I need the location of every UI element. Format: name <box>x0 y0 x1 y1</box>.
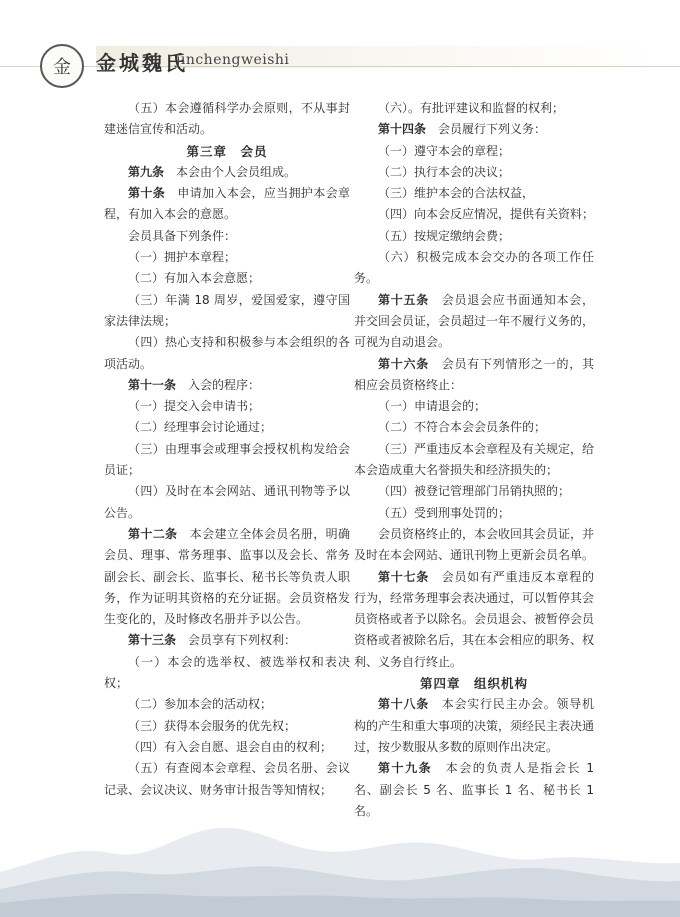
article-paragraph <box>354 567 594 673</box>
article-number: 第十九条 <box>378 761 433 776</box>
paragraph-text: （五）有查阅本会章程、会员名册、会议记录、会议决议、财务审计报告等知情权； <box>104 761 350 797</box>
text-paragraph <box>354 204 594 225</box>
text-paragraph <box>354 141 594 162</box>
text-paragraph <box>354 183 594 204</box>
text-paragraph <box>104 247 350 268</box>
article-number: 第十五条 <box>378 292 429 307</box>
logo-seal-icon <box>40 44 84 88</box>
paragraph-text: 会员具备下列条件： <box>128 228 237 243</box>
text-paragraph <box>104 290 350 333</box>
text-paragraph <box>354 396 594 417</box>
text-paragraph <box>354 439 594 482</box>
article-paragraph <box>104 162 350 183</box>
paragraph-text: （一）申请退会的； <box>378 399 487 414</box>
paragraph-text: 会员履行下列义务： <box>426 122 547 137</box>
text-paragraph <box>354 481 594 502</box>
paragraph-text: （二）参加本会的活动权； <box>128 697 273 712</box>
right-column <box>354 98 594 822</box>
paragraph-text: 本会实行民主办会。领导机构的产生和重大事项的决策，须经民主表决通过，按少数服从多数的原则作出决定。 <box>354 697 595 754</box>
paragraph-text: （二）有加入本会意愿； <box>128 271 261 286</box>
article-paragraph <box>104 524 350 630</box>
paragraph-text: （三）获得本会服务的优先权； <box>128 718 297 733</box>
paragraph-text: （六）积极完成本会交办的各项工作任务。 <box>354 250 594 286</box>
article-number: 第十七条 <box>378 569 429 584</box>
paragraph-text: 会员资格终止的，本会收回其会员证，并及时在本会网站、通讯刊物上更新会员名单。 <box>354 526 595 563</box>
paragraph-text: （四）被登记管理部门吊销执照的； <box>378 484 571 499</box>
text-paragraph <box>104 694 350 715</box>
text-paragraph <box>104 396 350 417</box>
text-paragraph <box>354 162 594 183</box>
text-paragraph <box>354 226 594 247</box>
text-paragraph <box>104 332 350 375</box>
article-number: 第九条 <box>128 164 165 179</box>
text-paragraph <box>354 247 594 290</box>
article-paragraph <box>354 694 594 758</box>
paragraph-text: 会员有下列情形之一的，其相应会员资格终止： <box>354 356 594 392</box>
article-paragraph <box>104 375 350 396</box>
paragraph-text: （一）本会的选举权、被选举权和表决权； <box>104 654 350 691</box>
text-paragraph <box>104 226 350 247</box>
text-paragraph <box>104 417 350 438</box>
article-number: 第十二条 <box>128 526 178 541</box>
article-number: 第十一条 <box>128 377 177 392</box>
paragraph-text: （二）不符合本会会员条件的； <box>378 420 547 435</box>
paragraph-text: （四）向本会反应情况，提供有关资料； <box>378 207 595 222</box>
paragraph-text: （五）受到刑事处罚的； <box>378 505 511 520</box>
paragraph-text: 会员享有下列权利： <box>176 633 297 648</box>
article-paragraph <box>354 290 594 354</box>
paragraph-text: （二）执行本会的决议； <box>378 164 511 179</box>
paragraph-text: 本会的负责人是指会长 1 名、副会长 5 名、监事长 1 名、秘书长 1 名。 <box>354 761 594 818</box>
article-paragraph <box>104 630 350 651</box>
paragraph-text: （三）年满 18 周岁，爱国爱家，遵守国家法律法规； <box>104 292 350 328</box>
paragraph-text: （三）由理事会或理事会授权机构发给会员证； <box>104 441 350 478</box>
text-paragraph <box>104 98 350 141</box>
article-number: 第十八条 <box>378 697 429 712</box>
paragraph-text: （四）及时在本会网站、通讯刊物等予以公告。 <box>104 484 350 520</box>
brand-title: 金城魏氏 <box>96 51 188 75</box>
paragraph-text: （五）本会遵循科学办会原则，不从事封建迷信宣传和活动。 <box>104 101 350 137</box>
paragraph-text: 入会的程序： <box>176 377 261 392</box>
article-paragraph <box>354 119 594 140</box>
paragraph-text: 本会建立全体会员名册，明确会员、理事、常务理事、监事以及会长、常务副会长、副会长、监事长、秘书长等负责人职务，作为证明其资格的充分证据。会员资格发生变化的，及时修改名册并予以公告。 <box>104 526 350 627</box>
text-paragraph <box>104 481 350 524</box>
text-paragraph <box>104 439 350 482</box>
article-number: 第十三条 <box>128 633 177 648</box>
paragraph-text: （三）维护本会的合法权益， <box>378 186 535 201</box>
text-paragraph <box>354 98 594 119</box>
article-paragraph <box>104 183 350 226</box>
text-paragraph <box>104 716 350 737</box>
article-number: 第十条 <box>128 186 166 201</box>
text-paragraph <box>354 524 594 567</box>
article-number: 第十六条 <box>378 356 429 371</box>
paragraph-text: （一）拥护本章程； <box>128 250 237 265</box>
paragraph-text: （四）有入会自愿、退会自由的权利； <box>128 739 333 754</box>
text-paragraph <box>354 417 594 438</box>
article-number: 第十四条 <box>378 122 427 137</box>
text-paragraph <box>104 268 350 289</box>
paragraph-text: 会员退会应书面通知本会，并交回会员证，会员超过一年不履行义务的，可视为自动退会。 <box>354 292 595 350</box>
page-header <box>0 0 680 92</box>
article-paragraph <box>354 354 594 397</box>
brand-pinyin: jinchengweishi <box>176 52 290 68</box>
text-paragraph <box>354 503 594 524</box>
paragraph-text: （一）遵守本会的章程； <box>378 143 511 158</box>
paragraph-text: （四）热心支持和积极参与本会组织的各项活动。 <box>104 335 350 371</box>
paragraph-text: （二）经理事会讨论通过； <box>128 420 273 435</box>
left-column <box>104 98 350 801</box>
paragraph-text: （六）。有批评建议和监督的权利； <box>378 101 565 115</box>
mountain-landscape-decoration <box>0 767 680 917</box>
paragraph-text: （一）提交入会申请书； <box>128 399 261 414</box>
text-paragraph <box>104 737 350 758</box>
paragraph-text: 本会由个人会员组成。 <box>164 164 297 179</box>
seal-char: 金 <box>53 57 71 78</box>
chapter-heading: 第四章 组织机构 <box>419 676 528 692</box>
paragraph-text: （三）严重违反本会章程及有关规定，给本会造成重大名誉损失和经济损失的； <box>354 441 595 478</box>
paragraph-text: （五）按规定缴纳会费； <box>378 228 511 243</box>
paragraph-text: 申请加入本会，应当拥护本会章程，有加入本会的意愿。 <box>104 186 350 222</box>
text-paragraph <box>104 652 350 695</box>
paragraph-text: 会员如有严重违反本章程的行为，经常务理事会表决通过，可以暂停其会员资格或者予以除名。会员退会、被暂停会员资格或者被除名后，其在本会相应的职务、权利、义务自行终止。 <box>354 569 595 669</box>
chapter-heading: 第三章 会员 <box>186 143 268 159</box>
